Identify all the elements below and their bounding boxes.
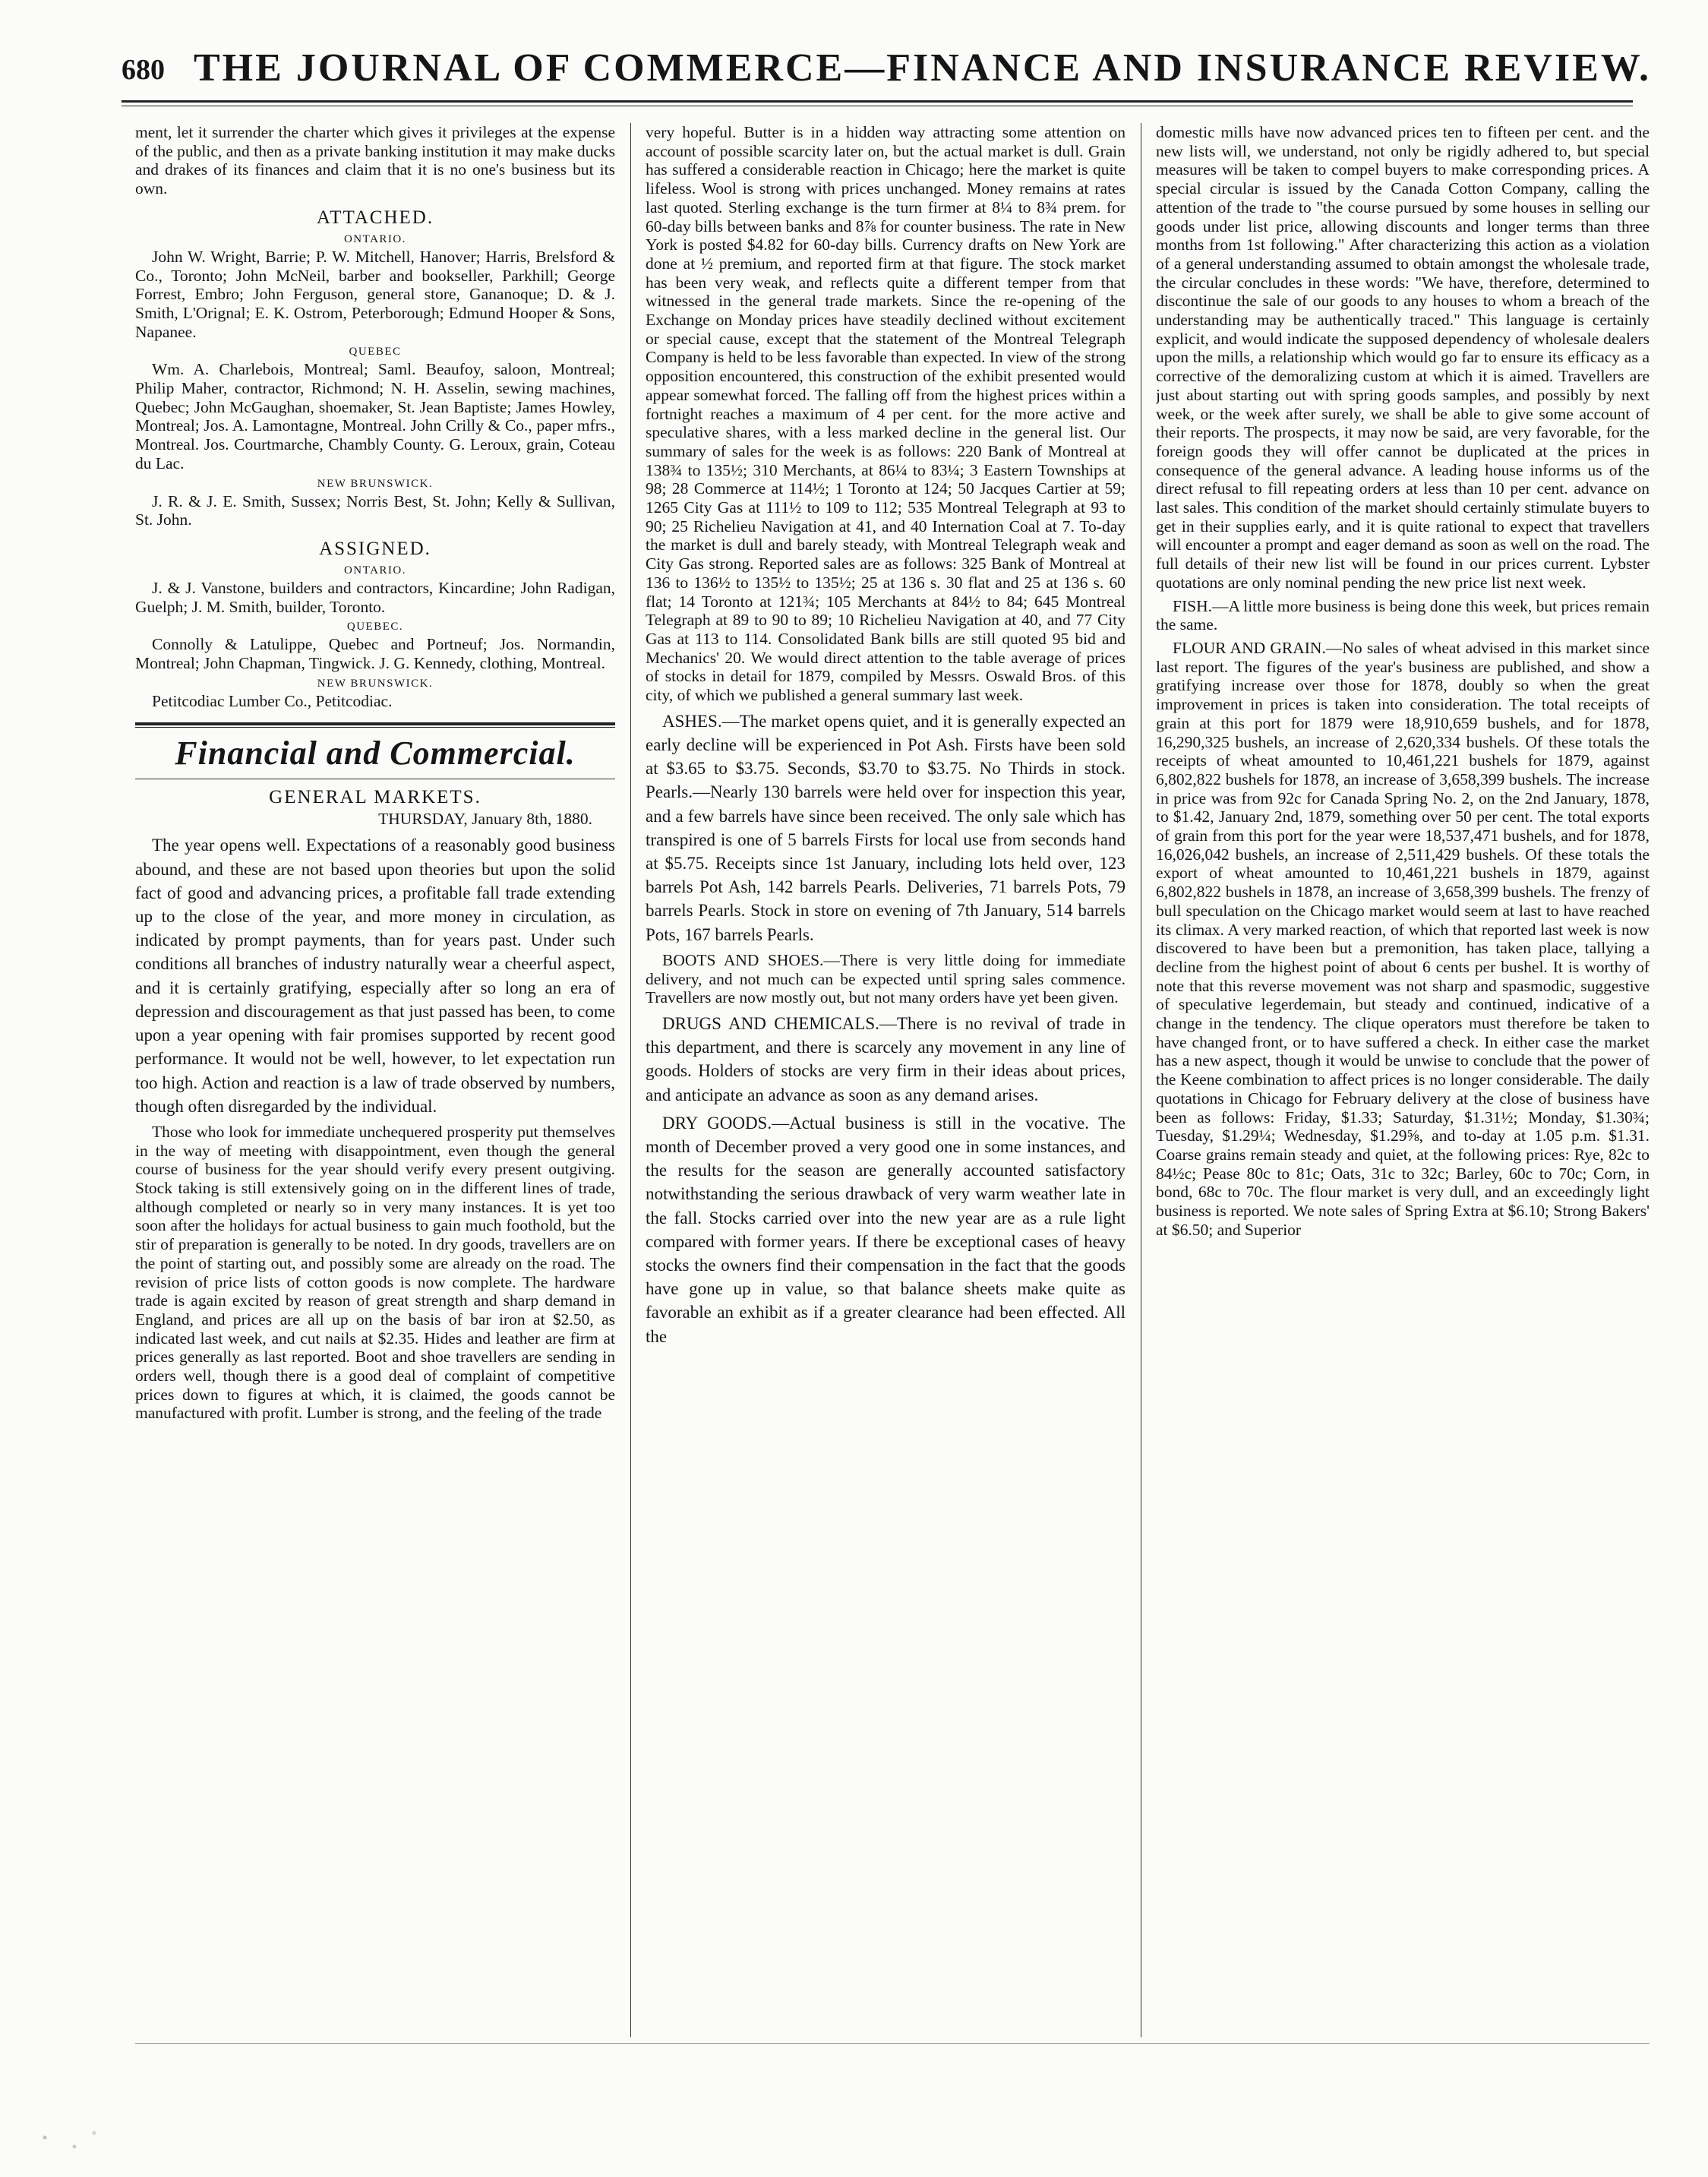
flour-text: —No sales of wheat advised in this market since last report. The figures of the year's business are published, and show a gratifying increase over those for 1878, doubly so when the great improvement in prices is taken into consideration. The total receipts of grain at this port for 1879 were 18,910,659 bushels, and for 1878, 16,290,325 bushels, an increase of 2,620,334 bushels. Of these totals the receipts of wheat amounted to 10,461,221 bushels for 1879, against 6,802,822 bushels for 1878, an increase of 3,658,399 bushels. The increase in price was from 92c for Canada Spring No. 2, on the 2nd January, 1878, to $1.42, January 2nd, 1879, something over 50 per cent. The total exports of grain from this port for the year were 18,537,471 bushels, and for 1878, 16,026,042 bushels, an increase of 2,511,429 bushels. Of these totals the export of wheat amounted to 10,461,221 bushels in 1879, against 6,802,822 bushels in 1878, an increase of 3,658,399 bushels. The frenzy of bull speculation on the Chicago market would seem at last to have reached its climax. A very marked reaction, of which that reported last week is now discovered to have been but a premonition, has taken place, tallying a decline from the highest point of about 6 cents per bushel. It is worthy of note that this reverse movement was not sharp and spasmodic, suggestive of speculative legerdemain, but steady and continued, indicative of a change in the tendency. The clique operators must therefore be taken to have changed front, or to have suffered a check. In either case the market has a new aspect, though it would be unwise to conclude that the power of the Keene combination to affect prices is no longer considerable. The daily quotations in Chicago for February delivery at the close of business have been as follows: Friday, $1.33; Saturday, $1.31½; Monday, $1.30¾; Tuesday, $1.29¼; Wednesday, $1.29⅝, and to-day at 1.05 p.m. $1.31. Coarse grains remain steady and quiet, at the following prices: Rye, 82c to 84½c; Pease 80c to 81c; Oats, 31c to 32c; Barley, 60c to 70c; Corn, in bond, 68c to 70c. The flour market is very dull, and an exceedingly light business is reported. We note sales of Spring Extra at $6.10; Strong Bakers' at $6.50; and Superior	[1156, 638, 1650, 1239]
attached-title: ATTACHED.	[316, 207, 434, 228]
section-heading: Financial and Commercial.	[175, 735, 576, 773]
fish-label: FISH.	[1173, 596, 1212, 615]
province-heading: ONTARIO.	[343, 564, 407, 577]
assigned-entries: Connolly & Latulippe, Quebec and Portneuf; Jos. Normandin, Montreal; John Chapman, Tingwick. J. G. Kennedy, clothing, Montreal.	[135, 635, 615, 673]
flour-label: FLOUR AND GRAIN.	[1173, 638, 1326, 657]
ashes-paragraph	[646, 709, 1126, 946]
section-rule	[135, 722, 615, 728]
article-paragraph: very hopeful. Butter is in a hidden way attracting some attention on account of possible scarcity later on, but the actual market is dull. Grain has suffered a considerable reaction in Chicago; here the market is quite lifeless. Wool is strong with prices unchanged. Money remains at rates last quoted. Sterling exchange is the turn firmer at 8¼ to 8¾ prem. for 60-day bills between banks and 8⅞ for counter business. The rate in New York is posted $4.82 for 60-day bills. Currency drafts on New York are done at ½ premium, and reported firm at that figure. The stock market has been very weak, and reflects quite a different temper from that witnessed in the general trade markets. Since the re-opening of the Exchange on Monday prices have steadily declined without excitement or special cause, except that the statement of the Montreal Telegraph Company is held to be less favorable than expected. In view of the strong opposition encountered, this construction of the exhibit presented would appear somewhat forced. The falling off from the highest prices within a fortnight reaches a maximum of 4 per cent. for the more active and speculative shares, with a less marked decline in the general list. Our summary of sales for the week is as follows: 220 Bank of Montreal at 138¾ to 135½; 310 Merchants, at 86¼ to 83¼; 3 Eastern Townships at 98; 28 Commerce at 114½; 1 Toronto at 124; 50 Jacques Cartier at 59; 1265 City Gas at 111½ to 109 to 112; 535 Montreal Telegraph at 93 to 90; 25 Richelieu Navigation at 41, and 40 Internation Coal at 7. To-day the market is dull and barely steady, with Montreal Telegraph weak and City Gas strong. Reported sales are as follows: 325 Bank of Montreal at 136 to 136½ to 135½ to 135½; 25 at 136 s. 30 flat and 25 at 136 s. 60 flat; 14 Toronto at 121¾; 105 Merchants at 84½ to 84; 645 Montreal Telegraph at 89 to 90 to 89; 10 Richelieu Navigation at 40, and 77 City Gas at 113 to 114. Consolidated Bank bills are still quoted 95 bid and Mechanics' 20. We would direct attention to the table average of prices of stocks in detail for 1879, compiled by Messrs. Oswald Bros. of this city, of which we published a general summary last week.	[646, 123, 1126, 705]
assigned-entries: Petitcodiac Lumber Co., Petitcodiac.	[152, 691, 393, 710]
dry-goods-paragraph	[646, 1111, 1126, 1348]
ashes-label: ASHES.	[662, 711, 722, 731]
column-left	[135, 123, 615, 2037]
attached-entries: J. R. & J. E. Smith, Sussex; Norris Best, St. John; Kelly & Sullivan, St. John.	[135, 491, 615, 529]
flour-paragraph	[1156, 639, 1650, 1240]
attached-entries: Wm. A. Charlebois, Montreal; Saml. Beaufoy, saloon, Montreal; Philip Maher, contractor, Richmond; N. H. Asselin, sewing machines, Quebec; John McGaughan, shoemaker, St. Jean Baptiste; James Howley, Montreal; Jos. A. Lamontagne, Montreal. John Crilly & Co., paper mfrs., Montreal. Jos. Courtmarche, Chambly County. G. Leroux, grain, Coteau du Lac.	[135, 360, 615, 472]
subheading: GENERAL MARKETS.	[269, 787, 481, 808]
column-right	[1156, 123, 1650, 2037]
attached-entries: John W. Wright, Barrie; P. W. Mitchell, Hanover; Harris, Brelsford & Co., Toronto; John McNeil, barber and bookseller, Parkhill; George Forrest, Embro; John Ferguson, general store, Gananoque; D. & J. Smith, L'Orignal; E. K. Ostrom, Peterborough; Edmund Hooper & Sons, Napanee.	[135, 247, 615, 341]
paper-speckle	[15, 2119, 114, 2165]
dateline: THURSDAY, January 8th, 1880.	[378, 810, 592, 829]
dry-goods-text: —Actual business is still in the vocative. The month of December proved a very good one in some instances, and the results for the season are generally accounted satisfactory notwithstanding the serious drawback of very warm weather late in the fall. Stocks carried over into the new year are as a rule light compared with former years. If there be exceptional cases of heavy stocks the owners find their compensation in the fact that the goods have gone up in value, so that balance sheets make quite as favorable an exhibit as if a greater clearance had been effected. All the	[646, 1113, 1126, 1346]
drugs-text: —There is no revival of trade in this department, and there is scarcely any movement in any line of goods. Holders of stocks are very firm in their ideas about prices, and anticipate an advance as soon as any demand arises.	[646, 1013, 1126, 1104]
page-number: 680	[122, 54, 165, 86]
header-rule	[122, 100, 1633, 106]
boots-label: BOOTS AND SHOES.	[662, 950, 824, 969]
fish-paragraph	[1156, 597, 1650, 634]
fish-text: —A little more business is being done this week, but prices remain the same.	[1156, 596, 1650, 634]
boots-paragraph	[646, 951, 1126, 1007]
page-header	[122, 46, 1651, 100]
province-heading: QUEBEC	[349, 346, 402, 359]
column-divider	[630, 123, 631, 2037]
province-heading: QUEBEC.	[346, 621, 404, 634]
ashes-text: —The market opens quiet, and it is generally expected an early decline will be experienced in Pot Ash. Firsts have been sold at $3.65 to $3.75. Seconds, $3.70 to $3.75. No Thirds in stock. Pearls.—Nearly 130 barrels were held over for inspection this year, and a few barrels have since been received. The only sale which has transpired is one of 5 barrels Firsts for local use from seconds hand at $5.75. Receipts since 1st January, including lots held over, 123 barrels Pot Ash, 142 barrels Pearls. Deliveries, 71 barrels Pots, 79 barrels Pearls. Stock in store on evening of 7th January, 514 barrels Pots, 167 barrels Pearls.	[646, 711, 1126, 944]
article-paragraph: Those who look for immediate unchequered prosperity put themselves in the way of meeting with disappointment, even though the general course of business for the year should verify every present outgiving. Stock taking is still extensively going on in the different lines of trade, although completed or nearly so in very many instances. It is yet too soon after the holidays for actual business to gain much foothold, but the stir of preparation is generally to be noted. In dry goods, travellers are on the point of starting out, and possibly some are already on the road. The revision of price lists of cotton goods is now complete. The hardware trade is again excited by reason of great strength and sharp demand in England, and prices are all up on the basis of bar iron at $2.50, as indicated last week, and cut nails at $2.35. Hides and leather are firm at prices generally as last reported. Boot and shoe travellers are sending in orders well, though there is a good deal of complaint of competitive prices down to figures at which, it is claimed, the goods cannot be manufactured with profit. Lumber is strong, and the feeling of the trade	[135, 1122, 615, 1423]
drugs-label: DRUGS AND CHEMICALS.	[662, 1013, 879, 1033]
boots-text: —There is very little doing for immediate delivery, and not much can be expected until spring sales commence. Travellers are now mostly out, but not many orders have yet been given.	[646, 950, 1126, 1007]
article-paragraph: The year opens well. Expectations of a reasonably good business abound, and these are not based upon theories but upon the solid fact of good and advancing prices, a profitable fall trade extending up to the close of the year, and more money in circulation, as indicated by prompt payments, than for years past. Under such conditions all branches of industry naturally wear a cheerful aspect, and it is certainly gratifying, especially after so long an era of depression and discouragement as that just passed has been, to come upon a year opening with fair promises supported by recent good performance. It would not be well, however, to let expectation run too high. Action and reaction is a law of trade observed by numbers, though often disregarded by the individual.	[135, 836, 615, 1116]
assigned-title: ASSIGNED.	[319, 538, 431, 559]
article-paragraph: domestic mills have now advanced prices ten to fifteen per cent. and the new lists will, we understand, not only be rigidly adhered to, but special measures will be taken to compel buyers to make corresponding prices. A special circular is issued by the Canada Cotton Company, calling the attention of the trade to "the course pursued by some houses in selling our goods under list price, allowing discounts and longer terms than three months from 1st following." After characterizing this action as a violation of a general understanding assumed to obtain amongst the wholesale trade, the circular concludes in these words: "We have, therefore, determined to discontinue the sale of our goods to any houses to whom a breach of the understanding may be authentically traced." This language is certainly explicit, and would indicate the supposed dependency of wholesale dealers upon the mills, a relationship which would go far to ensure its efficacy as a corrective of the demoralizing custom at which it is aimed. Travellers are just about starting out with spring goods samples, and possibly by next week, or the week after surely, we shall be able to give some account of their reports. The prospects, it may now be said, are very favorable, for the foreign goods they will offer cannot be duplicated at the prices in consequence of the general advance. A leading house informs us of the direct refusal to fill repeating orders at less than 10 per cent. advance on last sales. This condition of the market should certainly stimulate buyers to get in their supplies early, and it is quite rational to expect that travellers will encounter a prompt and eager demand as soon as well on the road. The full details of their new list will be found in our prices current. Lybster quotations are only nominal pending the new price list next week.	[1156, 123, 1650, 592]
province-heading: NEW BRUNSWICK.	[317, 677, 434, 690]
footer-rule	[135, 2043, 1650, 2044]
drugs-paragraph	[646, 1012, 1126, 1107]
province-heading: ONTARIO.	[343, 232, 407, 245]
column-middle	[646, 123, 1126, 2037]
assigned-entries: J. & J. Vanstone, builders and contractors, Kincardine; John Radigan, Guelph; J. M. Smith, builder, Toronto.	[135, 578, 615, 616]
intro-paragraph: ment, let it surrender the charter which gives it privileges at the expense of the public, and then as a private banking institution it may make ducks and drakes of its finances and claim that it is no one's business but its own.	[135, 123, 615, 198]
dry-goods-label: DRY GOODS.	[662, 1113, 772, 1133]
province-heading: NEW BRUNSWICK.	[317, 477, 434, 490]
journal-title: THE JOURNAL OF COMMERCE—FINANCE AND INSURANCE REVIEW.	[194, 46, 1651, 90]
